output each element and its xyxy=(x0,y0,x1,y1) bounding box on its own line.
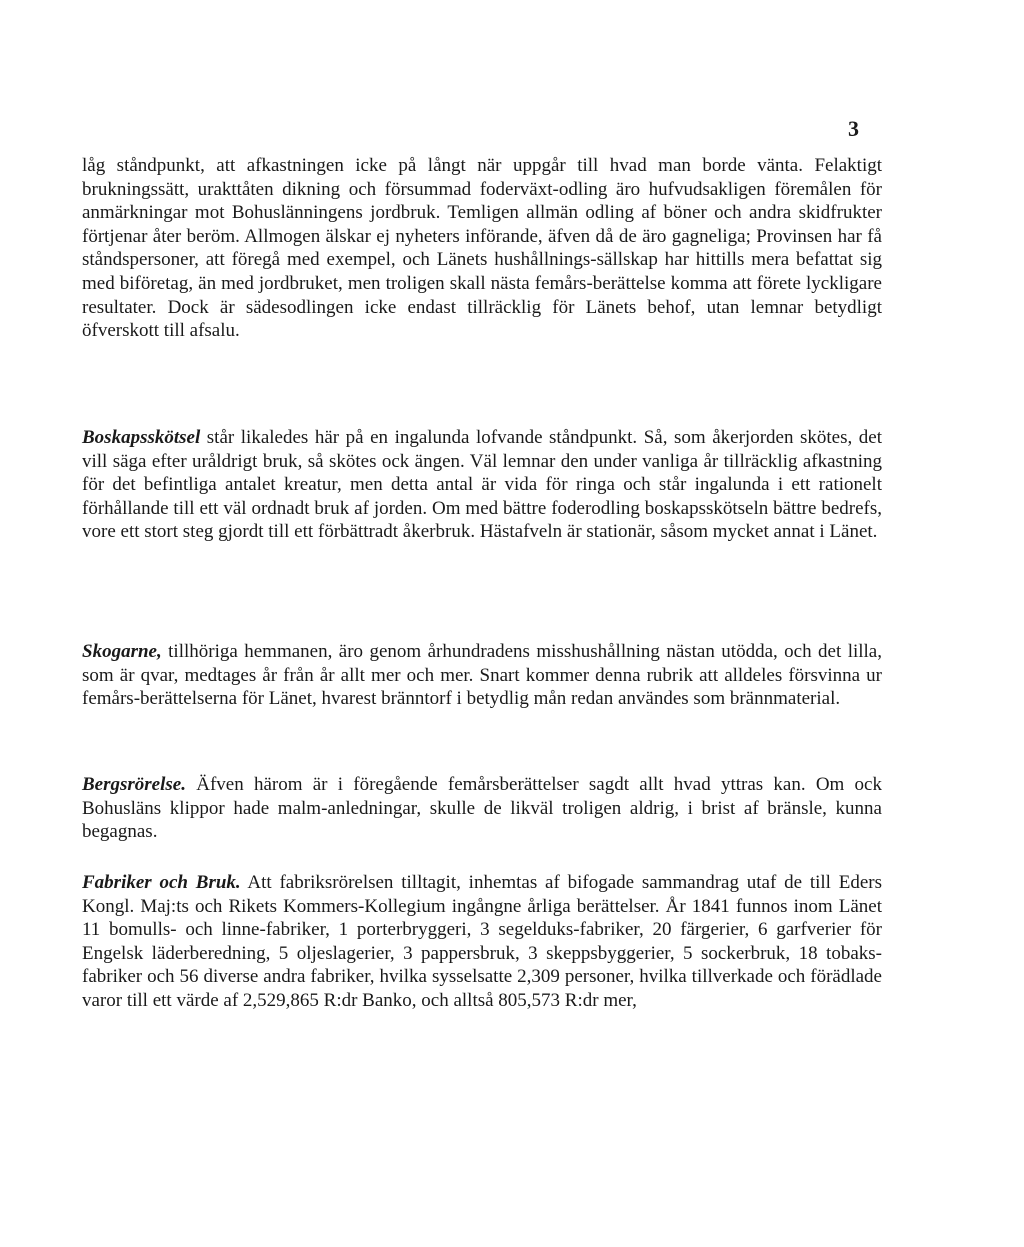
section-title: Boskapsskötsel xyxy=(82,427,201,448)
paragraph-jordbruk xyxy=(82,154,882,343)
paragraph-text: låg ståndpunkt, att afkastningen icke på långt när uppgår till hvad man borde vänta. Felaktigt brukningssätt, urakttåten dikning och försummad foderväxt-odling äro hufvudsakligen föremålen för anmärkningar mot Bohuslänningens jordbruk. Temligen allmän odling af böner och andra skidfrukter förtjenar åter beröm. Allmogen älskar ej nyheters införande, äfven då de äro gagneliga; Provinsen har få ståndspersoner, att föregå med exempel, och Länets hushållnings-sällskap har hittills mera befattat sig med biföretag, än med jordbruket, men troligen skall nästa femårs-berättelse komma att förete lyckligare resultater. Dock är sädesodlingen icke endast tillräcklig för Länets behof, utan lemnar betydligt öfverskott till afsalu. xyxy=(82,155,882,342)
section-title: Bergsrörelse. xyxy=(82,774,186,795)
page-number: 3 xyxy=(848,116,859,141)
paragraph-text: står likaledes här på en ingalunda lofvande ståndpunkt. Så, som åkerjorden skötes, det vill säga efter uråldrigt bruk, så skötes ock ängen. Väl lemnar den under vanliga år tillräcklig afkastning för det befintliga antalet kreatur, men detta antal är vida för ringa och står ingalunda i ett rationelt förhållande till ett väl ordnadt bruk af jorden. Om med bättre foderodling boskapsskötseln bättre bedrefs, vore ett stort steg gjordt till ett förbättradt åkerbruk. Hästafveln är stationär, såsom mycket annat i Länet. xyxy=(82,427,882,543)
paragraph-skogarne xyxy=(82,640,882,711)
paragraph-text: tillhöriga hemmanen, äro genom århundradens misshushållning nästan utödda, och det lilla, som är qvar, medtages år från år allt mer och mer. Snart kommer denna rubrik att alldeles försvinna ur femårs-berättelserna för Länet, hvarest bränntorf i betydlig mån redan användes som brännmaterial. xyxy=(82,641,882,710)
paragraph-boskapsskotsel xyxy=(82,426,882,544)
section-title: Fabriker och Bruk. xyxy=(82,872,241,893)
paragraph-text: Äfven härom är i föregående femårsberättelser sagdt allt hvad yttras kan. Om ock Bohusläns klippor hade malm-anledningar, skulle de likväl troligen aldrig, i brist af bränsle, kunna begagnas. xyxy=(82,774,882,843)
paragraph-bergsrorelse xyxy=(82,773,882,844)
section-title: Skogarne, xyxy=(82,641,162,662)
paragraph-text: Att fabriksrörelsen tilltagit, inhemtas af bifogade sammandrag utaf de till Eders Kongl. Maj:ts och Rikets Kommers-Kollegium ingångne årliga berättelser. År 1841 funnos inom Länet 11 bomulls- och linne-fabriker, 1 porterbryggeri, 3 segelduks-fabriker, 20 färgerier, 6 garfverier för Engelsk läderberedning, 5 oljeslagerier, 3 pappersbruk, 3 skeppsbyggerier, 5 sockerbruk, 18 tobaks-fabriker och 56 diverse andra fabriker, hvilka sysselsatte 2,309 personer, hvilka tillverkade och förädlade varor till ett värde af 2,529,865 R:dr Banko, och alltså 805,573 R:dr mer, xyxy=(82,872,882,1011)
paragraph-fabriker xyxy=(82,871,882,1013)
